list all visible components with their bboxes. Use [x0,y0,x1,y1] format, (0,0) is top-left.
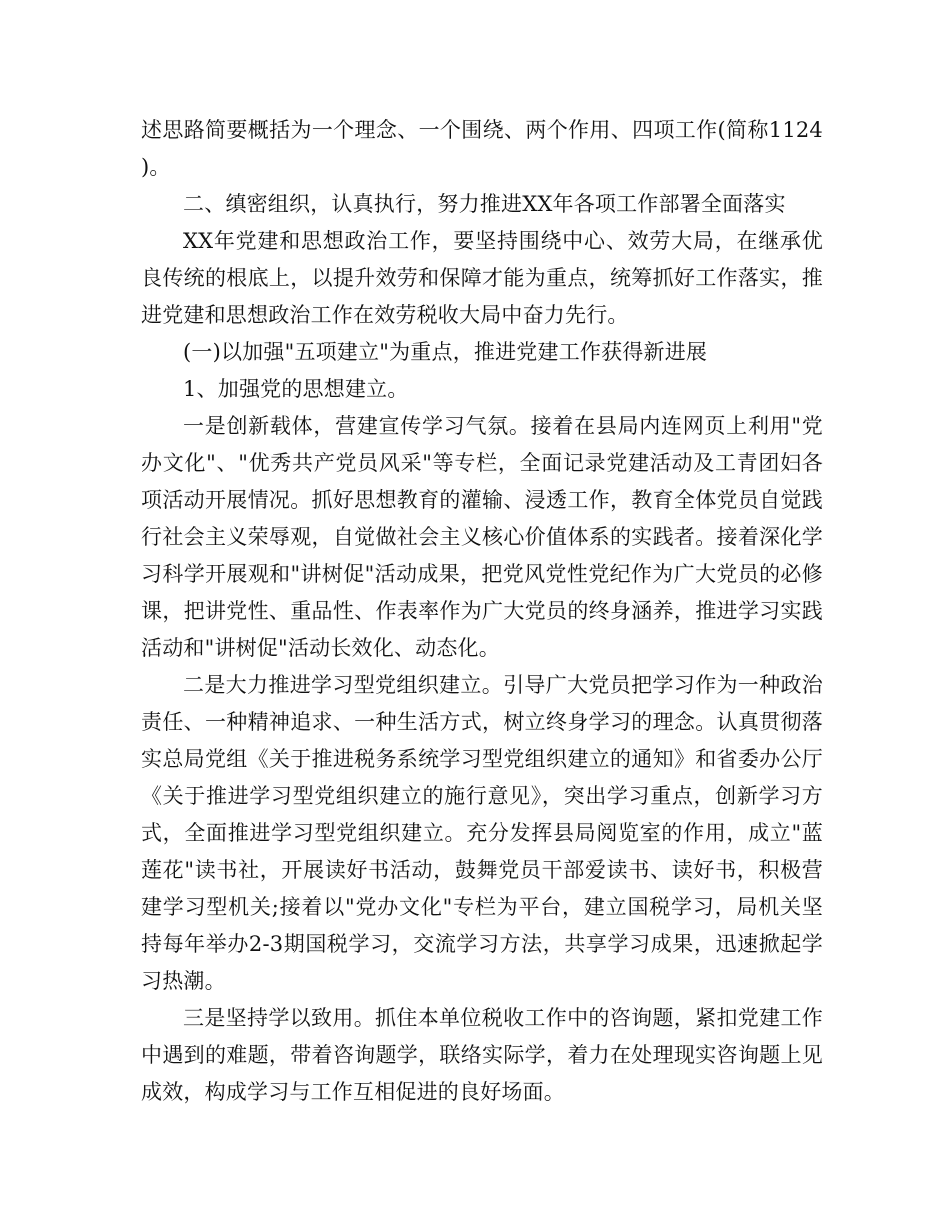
subsection-heading-one: (一)以加强"五项建立"为重点，推进党建工作获得新进展 [183,340,708,364]
item-heading-one: 1、加强党的思想建立。 [183,377,409,401]
paragraph-point-three: 三是坚持学以致用。抓住本单位税收工作中的咨询题，紧扣党建工作中遇到的难题，带着咨询题学，联络实际学，着力在处理现实咨询题上见成效，构成学习与工作互相促进的良好场面。 [141,1006,823,1104]
section-heading-two: 二、缜密组织，认真执行，努力推进XX年各项工作部署全面落实 [183,192,786,216]
paragraph-section-two-overview: XX年党建和思想政治工作，要坚持围绕中心、效劳大局，在继承优良传统的根底上，以提升效劳和保障才能为重点，统筹抓好工作落实，推进党建和思想政治工作在效劳税收大局中奋力先行。 [141,229,823,327]
paragraph-point-two: 二是大力推进学习型党组织建立。引导广大党员把学习作为一种政治责任、一种精神追求、一种生活方式，树立终身学习的理念。认真贯彻落实总局党组《关于推进税务系统学习型党组织建立的通知》和省委办公厅《关于推进学习型党组织建立的施行意见》，突出学习重点，创新学习方式，全面推进学习型党组织建立。充分发挥县局阅览室的作用，成立"蓝莲花"读书社，开展读好书活动，鼓舞党员干部爱读书、读好书，积极营建学习型机关;接着以"党办文化"专栏为平台，建立国税学习，局机关坚持每年举办2-3期国税学习，交流学习方法，共享学习成果，迅速掀起学习热潮。 [141,673,823,993]
document-body [141,112,823,1111]
paragraph-intro-continuation: 述思路简要概括为一个理念、一个围绕、两个作用、四项工作(简称1124)。 [141,118,823,179]
paragraph-point-one: 一是创新载体，营建宣传学习气氛。接着在县局内连网页上利用"党办文化"、"优秀共产党员风采"等专栏，全面记录党建活动及工青团妇各项活动开展情况。抓好思想教育的灌输、浸透工作，教育全体党员自觉践行社会主义荣辱观，自觉做社会主义核心价值体系的实践者。接着深化学习科学开展观和"讲树促"活动成果，把党风党性党纪作为广大党员的必修课，把讲党性、重品性、作表率作为广大党员的终身涵养，推进学习实践活动和"讲树促"活动长效化、动态化。 [141,414,823,660]
